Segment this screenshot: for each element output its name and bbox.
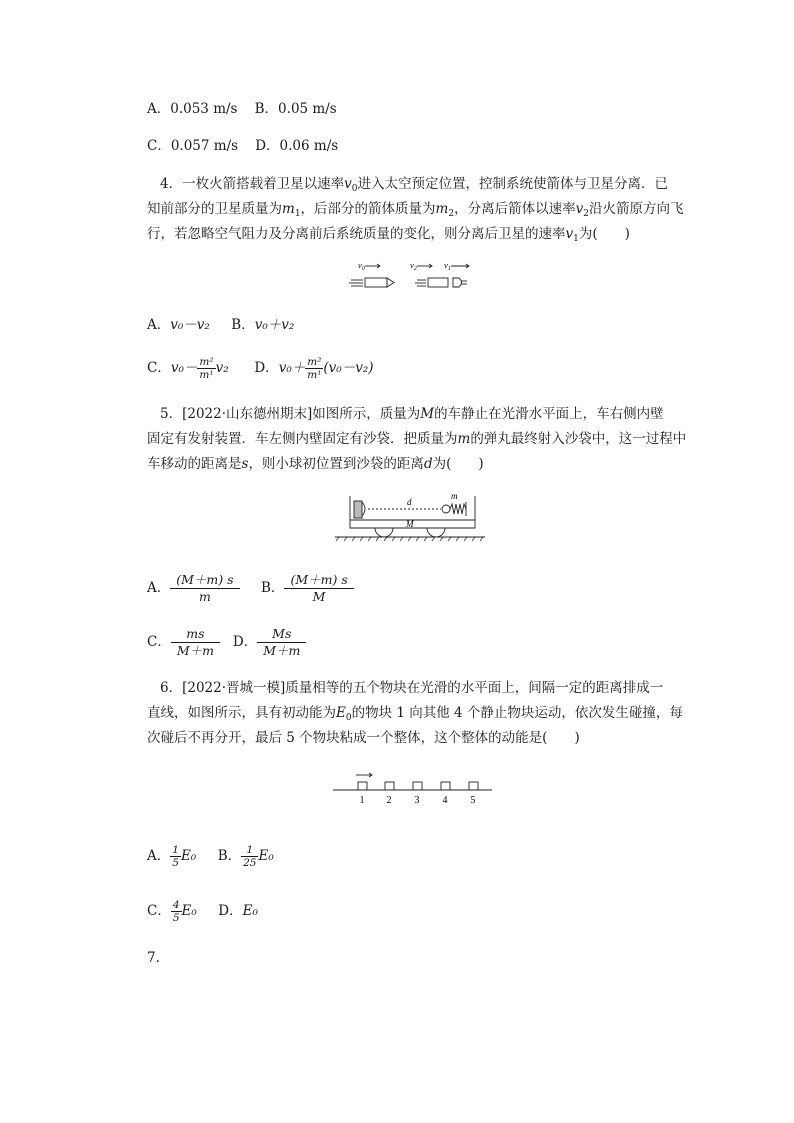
q5-cart-figure <box>335 488 487 548</box>
q6-option-c: C． $\frac{4}{5}$ E₀ <box>147 899 197 924</box>
q3-option-c: C．0.057 m/s <box>147 138 239 154</box>
q6-options-row-1 <box>147 840 274 872</box>
q5-options-row-1 <box>147 572 354 604</box>
q6-options-row-2 <box>147 895 258 927</box>
block-label-2: 2 <box>386 795 392 806</box>
q7-label: 7. <box>147 950 160 966</box>
q6-option-a: A． $\frac{1}{5}$ E₀ <box>147 844 197 869</box>
fig-label-v0: $v_0$ <box>358 260 365 272</box>
q6-stem-line-1: 6．[2022·晋城一模]质量相等的五个物块在光滑的水平面上，间隔一定的距离排成一 <box>160 680 664 696</box>
q5-stem-line-3: 车移动的距离是s，则小球初位置到沙袋的距离d为( ) <box>147 456 484 472</box>
block-label-5: 5 <box>470 795 476 806</box>
q6-option-d: D．E₀ <box>218 903 258 919</box>
fig-label-d: d <box>407 497 412 507</box>
q5-stem-line-2: 固定有发射装置．车左侧内壁固定有沙袋．把质量为m的弹丸最终射入沙袋中，这一过程中 <box>147 431 687 447</box>
q5-options-row-2 <box>147 626 306 658</box>
q3-options-row-1 <box>147 99 337 119</box>
block-label-4: 4 <box>442 795 448 806</box>
q4-option-c: C．v₀－ $\frac{\text{m²}}{\text{m¹}}$ v₂ <box>147 356 229 381</box>
block-2 <box>385 782 394 790</box>
q4-stem-line-1: 4．一枚火箭搭载着卫星以速率$v_0$进入太空预定位置，控制系统使箭体与卫星分离．已 <box>160 176 668 194</box>
q5-option-a: A． $\frac{(M+m) s}{m}$ <box>147 580 240 596</box>
q3-option-a: A．0.053 m/s <box>147 101 238 117</box>
q3-options-row-2 <box>147 136 338 156</box>
block-4 <box>441 782 450 790</box>
q3-option-b: B．0.05 m/s <box>254 101 337 117</box>
q5-option-b: B． $\frac{(M+m) s}{M}$ <box>261 580 354 596</box>
q5-option-d: D． $\frac{Ms}{M+m}$ <box>233 634 306 650</box>
q4-rocket-figure <box>345 258 485 294</box>
fig-label-v1: $v_1$ <box>444 260 451 272</box>
q4-stem-line-2: 知前部分的卫星质量为$m_1$，后部分的箭体质量为$m_2$，分离后箭体以速率$v_2$沿火箭原方向飞 <box>147 201 684 219</box>
fig-label-M: M <box>406 519 414 529</box>
block-5 <box>469 782 478 790</box>
block-label-1: 1 <box>359 795 365 806</box>
q6-option-b: B． $\frac{1}{25}$ E₀ <box>217 844 274 869</box>
fig-label-m: m <box>451 491 458 501</box>
q4-options-row-1 <box>147 315 294 335</box>
q4-option-a: A．v₀－v₂ <box>147 317 210 333</box>
q4-option-b: B．v₀＋v₂ <box>231 317 295 333</box>
block-3 <box>413 782 422 790</box>
q4-option-d: D．v₀＋ $\frac{\text{m²}}{\text{m¹}}$ (v₀－v₂) <box>254 356 374 381</box>
q6-blocks-figure <box>330 768 495 810</box>
q5-stem-line-1: 5．[2022·山东德州期末]如图所示，质量为M的车静止在光滑水平面上，车右侧内壁 <box>160 406 664 422</box>
q4-options-row-2 <box>147 356 374 381</box>
fig-label-v2: $v_2$ <box>410 260 417 272</box>
q6-stem-line-3: 次碰后不再分开，最后 5 个物块粘成一个整体，这个整体的动能是( ) <box>147 730 580 746</box>
q3-option-d: D．0.06 m/s <box>255 138 339 154</box>
q4-stem-line-3: 行，若忽略空气阻力及分离前后系统质量的变化，则分离后卫星的速率$v_1$为( ) <box>147 226 630 244</box>
block-label-3: 3 <box>414 795 420 806</box>
q5-option-c: C． $\frac{ms}{M+m}$ <box>147 634 220 650</box>
q6-stem-line-2: 直线，如图所示，具有初动能为$E_0$的物块 1 向其他 4 个静止物块运动，依次发生碰撞，每 <box>147 705 683 723</box>
block-1 <box>358 782 367 790</box>
